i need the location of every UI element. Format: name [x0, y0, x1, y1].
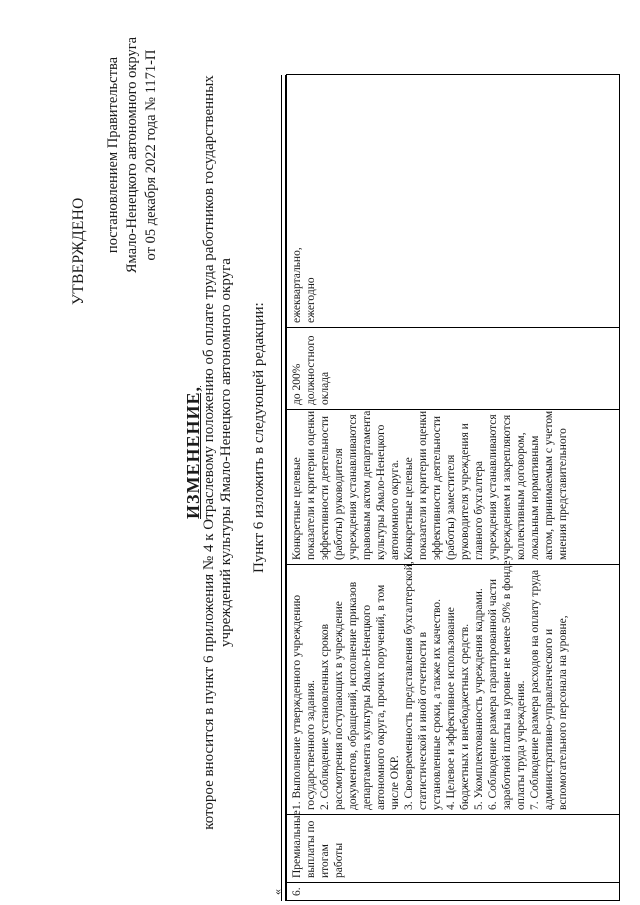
conditions-line: локальным нормативным — [529, 435, 541, 560]
conditions-line: актом, принимаемым с учетом — [543, 410, 555, 560]
payments-table-grid — [286, 74, 620, 901]
amount-cell — [287, 328, 620, 410]
criteria-line: 6. Соблюдение размера гарантированной части — [487, 579, 499, 810]
criteria-line: 5. Укомплектованность учреждения кадрами. — [473, 588, 485, 810]
criteria-line: административно-управленческого и — [543, 628, 555, 810]
subtitle-line-1: которое вносится в пункт 6 приложения № 4 к Отраслевому положению об оплате труда работников государственных — [201, 75, 217, 830]
criteria-line: установленные сроки, а также их качество. — [431, 599, 443, 810]
payment-name-cell — [287, 810, 620, 883]
criteria-line: оплаты труда учреждения. — [515, 680, 527, 810]
payments-table — [281, 75, 620, 901]
criteria-line: департамента культуры Ямало-Ненецкого — [361, 604, 373, 810]
criteria-line: рассмотрения поступающих в учреждение — [333, 601, 345, 810]
payment-name: Премиальные выплаты по итогам работы — [291, 810, 345, 878]
periodicity-line: ежегодно — [305, 277, 317, 323]
conditions-line: учреждения устанавливаются — [487, 414, 499, 560]
conditions-line: показатели и критерии оценки — [417, 410, 429, 560]
criteria-line: 2. Соблюдение установленных сроков — [319, 623, 331, 810]
conditions-line: главного бухгалтера — [473, 461, 485, 560]
conditions-line: мнения представительного — [557, 428, 569, 560]
conditions-line: правовым актом департамента — [361, 410, 373, 560]
criteria-line: заработной платы на уровне не менее 50% в фонде — [501, 560, 513, 810]
approval-line-3: от 05 декабря 2022 года № 1171-П — [143, 49, 159, 261]
subtitle-line-2: учреждений культуры Ямало-Ненецкого автономного округа — [218, 258, 234, 647]
conditions-cell — [287, 410, 620, 565]
criteria-line: 7. Соблюдение размера расходов на оплату труда — [529, 569, 541, 810]
periodicity-line: ежеквартально, — [291, 247, 303, 323]
criteria-cell — [287, 560, 620, 815]
criteria-line: документов, обращений, исполнение приказов — [347, 581, 359, 810]
document-subtitle — [201, 60, 235, 845]
conditions-line: руководителя учреждения и — [459, 423, 471, 560]
row-number: 6. — [291, 887, 303, 896]
criteria-line: 4. Целевое и эффективное использование — [445, 607, 457, 810]
conditions-line: культуры Ямало-Ненецкого — [375, 424, 387, 560]
criteria-line: государственного задания. — [305, 680, 317, 810]
conditions-line: эффективности деятельности — [431, 415, 443, 560]
approval-title: УТВЕРЖДЕНО — [70, 197, 87, 305]
approval-block — [104, 0, 161, 315]
conditions-line: эффективности деятельности — [319, 415, 331, 560]
criteria-line: бюджетных и внебюджетных средств. — [459, 623, 471, 810]
approval-line-2: Ямало-Ненецкого автономного округа — [124, 36, 140, 274]
table-row — [287, 75, 620, 901]
criteria-line: автономного округа, прочих поручений, в том — [375, 584, 387, 810]
criteria-line: статистической и иной отчетности в — [417, 631, 429, 810]
criteria-line: вспомогательного персонала на уровне, — [557, 615, 569, 810]
amount-line: оклада — [319, 371, 331, 405]
conditions-line: (работы) заместителя — [445, 454, 457, 560]
approval-line-1: постановлением Правительства — [105, 56, 121, 254]
conditions-line: показатели и критерии оценки — [305, 410, 317, 560]
amount-line: до 200% — [291, 363, 303, 405]
conditions-line: учреждением и закрепляются — [501, 414, 513, 560]
row-number-cell — [287, 883, 620, 901]
conditions-line: коллективным договором, — [515, 432, 527, 560]
conditions-line: учреждения устанавливаются — [347, 414, 359, 560]
periodicity-cell — [287, 75, 620, 328]
conditions-line: (работы) руководителя — [333, 448, 345, 560]
conditions-line: Конкретные целевые — [403, 457, 415, 560]
conditions-line: Конкретные целевые — [291, 457, 303, 560]
criteria-line: числе ОКР. — [389, 755, 401, 810]
instruction-text: Пункт 6 изложить в следующей редакции: — [251, 302, 267, 573]
document-title: ИЗМЕНЕНИЕ, — [183, 386, 203, 520]
criteria-line: 1. Выполнение утвержденного учреждению — [291, 594, 303, 810]
amount-line: должностного — [305, 335, 317, 405]
criteria-line: 3. Своевременность представления бухгалтерской, — [403, 561, 415, 810]
open-quote: « — [270, 889, 284, 895]
conditions-line: автономного округа. — [389, 459, 401, 560]
